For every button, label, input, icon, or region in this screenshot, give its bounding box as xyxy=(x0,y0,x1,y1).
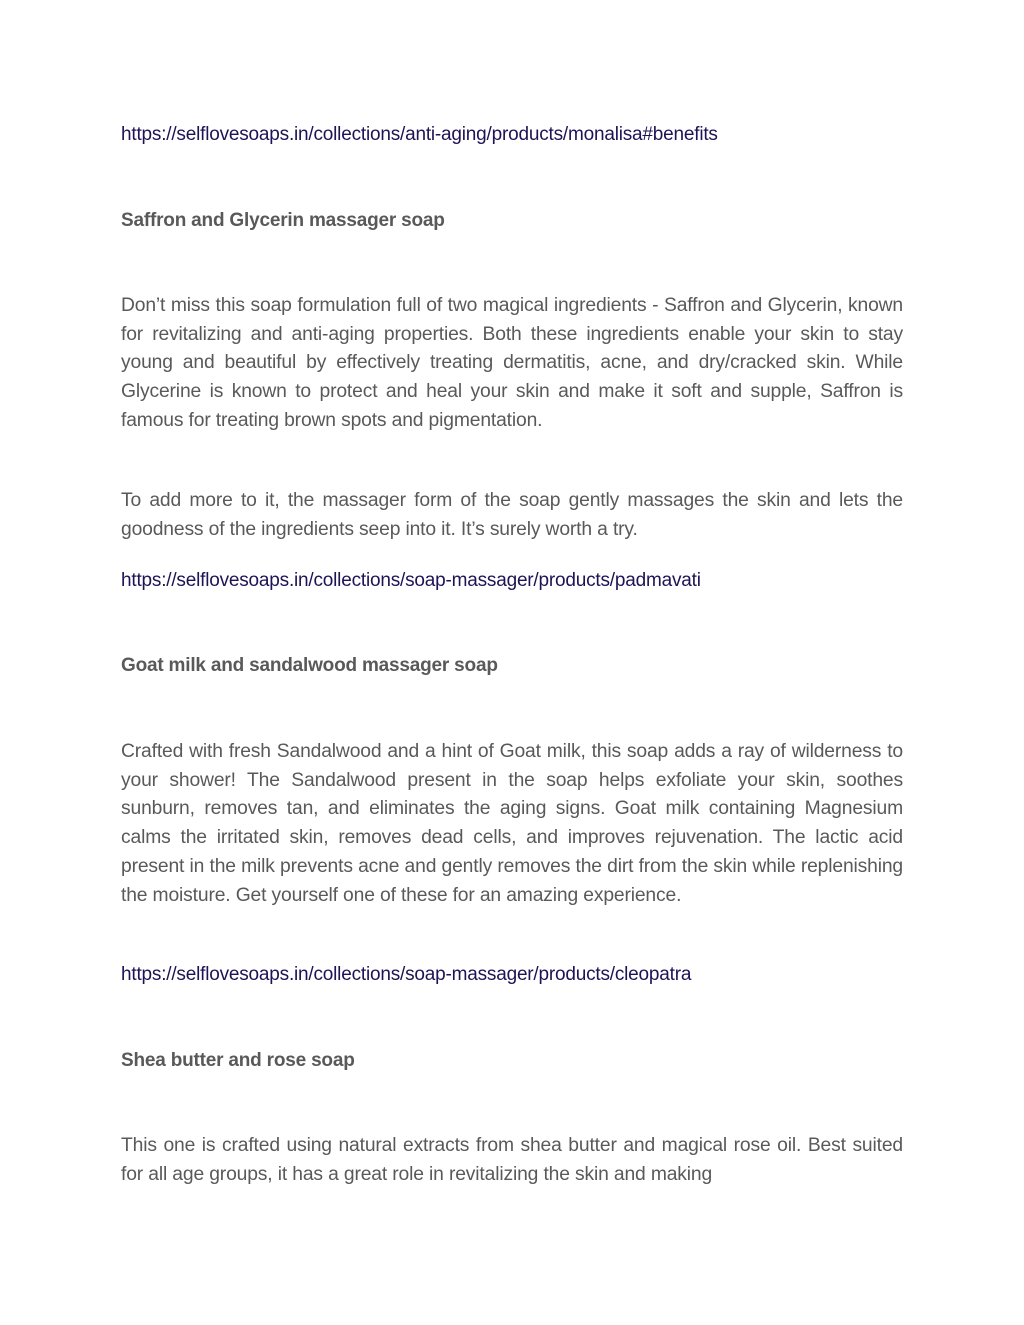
saffron-heading: Saffron and Glycerin massager soap xyxy=(121,210,445,231)
cleopatra-link[interactable]: https://selflovesoaps.in/collections/soap-massager/products/cleopatra xyxy=(121,964,692,985)
saffron-paragraph-2: To add more to it, the massager form of the soap gently massages the skin and lets the goodness of the ingredients seep into it. It’s surely worth a try. xyxy=(121,490,903,540)
goatmilk-heading: Goat milk and sandalwood massager soap xyxy=(121,655,498,676)
shea-paragraph-1: This one is crafted using natural extracts from shea butter and magical rose oil. Best suited for all age groups, it has a great role in revitalizing the skin and making xyxy=(121,1135,903,1185)
padmavati-link[interactable]: https://selflovesoaps.in/collections/soap-massager/products/padmavati xyxy=(121,570,701,591)
shea-heading: Shea butter and rose soap xyxy=(121,1050,355,1071)
saffron-paragraph-1: Don’t miss this soap formulation full of two magical ingredients - Saffron and Glycerin, known for revitalizing and anti-aging properties. Both these ingredients enable your skin to stay young and beautiful by effectively treating dermatitis, acne, and dry/cracked skin. While Glycerine is known to protect and heal your skin and make it soft and supple, Saffron is famous for treating brown spots and pigmentation. xyxy=(121,295,903,431)
goatmilk-paragraph-1: Crafted with fresh Sandalwood and a hint of Goat milk, this soap adds a ray of wilderness to your shower! The Sandalwood present in the soap helps exfoliate your skin, soothes sunburn, removes tan, and eliminates the aging signs. Goat milk containing Magnesium calms the irritated skin, removes dead cells, and improves rejuvenation. The lactic acid present in the milk prevents acne and gently removes the dirt from the skin while replenishing the moisture. Get yourself one of these for an amazing experience. xyxy=(121,741,903,906)
monalisa-link[interactable]: https://selflovesoaps.in/collections/anti-aging/products/monalisa#benefits xyxy=(121,124,718,145)
